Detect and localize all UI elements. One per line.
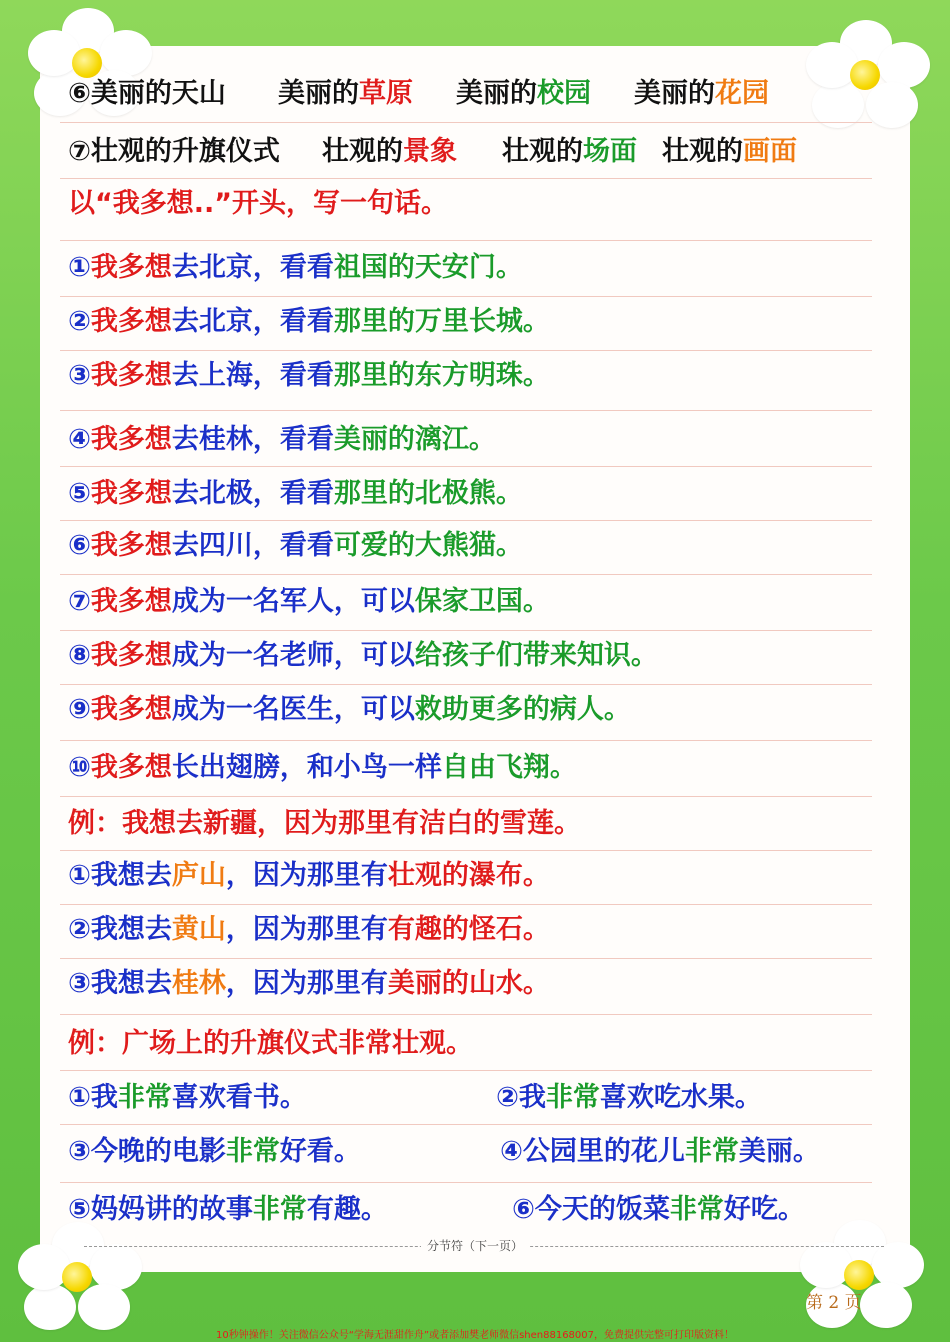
sentence-middle: 去上海，看看 [171, 360, 334, 391]
very-end: 好吃。 [723, 1194, 805, 1225]
example-heading-flag [60, 1014, 872, 1071]
item-number: ⑤ [68, 478, 91, 509]
reason-middle: ，因为那里有 [225, 968, 388, 999]
very-word: 非常 [252, 1194, 307, 1225]
section-break-text: 分节符（下一页） [421, 1239, 529, 1253]
sentence-start: 我多想 [90, 424, 172, 455]
reason-middle: ，因为那里有 [225, 914, 388, 945]
phrase-noun: 景象 [403, 136, 457, 167]
very-start: ①我 [68, 1082, 118, 1113]
phrase-spectacular-picture [662, 138, 797, 165]
sentence-end: 可爱的大熊猫。 [333, 530, 523, 561]
sentence-end: 那里的东方明珠。 [333, 360, 550, 391]
section-break-label [0, 1237, 950, 1254]
very-row-1 [60, 1070, 872, 1125]
very-start: ⑤妈妈讲的故事 [68, 1194, 253, 1225]
phrase-prefix: 美丽的 [634, 78, 715, 109]
very-start: ⑥今天的饭菜 [512, 1194, 670, 1225]
very-end: 有趣。 [306, 1194, 388, 1225]
phrase-beautiful-campus [456, 80, 591, 107]
phrase-spectacular-spectacle [502, 138, 637, 165]
sentence-start: 我多想 [90, 306, 172, 337]
sentence-row-8 [60, 630, 872, 685]
very-start: ②我 [496, 1082, 546, 1113]
sentence-end: 美丽的漓江。 [333, 424, 496, 455]
sentence-row-3 [60, 350, 872, 411]
item-number: ① [68, 252, 91, 283]
sentence-end: 那里的万里长城。 [333, 306, 550, 337]
phrase-noun: 校园 [537, 78, 591, 109]
example-heading-xinjiang [60, 796, 872, 851]
phrase-prefix: 壮观的 [322, 136, 403, 167]
sentence-middle: 去桂林，看看 [171, 424, 334, 455]
sentence-row-6 [60, 520, 872, 575]
phrase-noun: 场面 [583, 136, 637, 167]
very-word: 非常 [669, 1194, 724, 1225]
sentence-end: 自由飞翔。 [441, 752, 577, 783]
phrase-prefix: 美丽的 [278, 78, 359, 109]
reason-end: 美丽的山水。 [387, 968, 550, 999]
place-name: 黄山 [171, 914, 226, 945]
item-number: ③ [68, 360, 91, 391]
reason-start: ③我想去 [68, 968, 172, 999]
very-end: 美丽。 [738, 1136, 820, 1167]
very-word: 非常 [545, 1082, 600, 1113]
phrase-beautiful-tianshan: ⑥美丽的天山 [68, 78, 226, 109]
sentence-row-4 [60, 410, 872, 467]
reason-start: ②我想去 [68, 914, 172, 945]
promo-note: 10秒钟操作！关注微信公众号“学海无涯甜作舟”或者添加樊老师微信shen88168007，免费提供完整可打印版资料！ [215, 1330, 735, 1341]
sentence-start: 我多想 [90, 252, 172, 283]
reason-row-3 [60, 958, 872, 1015]
sentence-start: 我多想 [90, 752, 172, 783]
sentence-start: 我多想 [90, 694, 172, 725]
reason-start: ①我想去 [68, 860, 172, 891]
item-number: ⑥ [68, 530, 91, 561]
sentence-middle: 去北京，看看 [171, 252, 334, 283]
phrase-noun: 草原 [359, 78, 413, 109]
reason-row-2 [60, 904, 872, 959]
sentence-start: 我多想 [90, 530, 172, 561]
phrase-row-spectacular [60, 122, 872, 179]
sentence-middle: 成为一名军人，可以 [171, 586, 415, 617]
very-word: 非常 [117, 1082, 172, 1113]
very-end: 喜欢吃水果。 [599, 1082, 762, 1113]
very-start: ③今晚的电影 [68, 1136, 226, 1167]
sentence-start: 我多想 [90, 640, 172, 671]
phrase-noun: 画面 [743, 136, 797, 167]
very-row-3 [60, 1182, 872, 1236]
sentence-end: 救助更多的病人。 [414, 694, 631, 725]
phrase-beautiful-grassland [278, 80, 413, 107]
phrase-noun: 花园 [715, 78, 769, 109]
reason-end: 有趣的怪石。 [387, 914, 550, 945]
sentence-start: 我多想 [90, 478, 172, 509]
very-end: 喜欢看书。 [171, 1082, 307, 1113]
example-text: 例：我想去新疆，因为那里有洁白的雪莲。 [68, 808, 581, 839]
very-start: ④公园里的花儿 [500, 1136, 685, 1167]
phrase-row-beautiful [60, 62, 872, 123]
section-heading-wish [60, 178, 872, 241]
phrase-beautiful-garden [634, 80, 769, 107]
sentence-end: 给孩子们带来知识。 [414, 640, 658, 671]
item-number: ⑦ [68, 586, 91, 617]
sentence-row-5 [60, 466, 872, 521]
sentence-row-2 [60, 296, 872, 351]
place-name: 桂林 [171, 968, 226, 999]
page-number: 第 2 页 [806, 1293, 862, 1313]
sentence-end: 那里的北极熊。 [333, 478, 523, 509]
sentence-middle: 成为一名医生，可以 [171, 694, 415, 725]
sentence-middle: 长出翅膀，和小鸟一样 [171, 752, 442, 783]
sentence-row-10 [60, 740, 872, 797]
very-word: 非常 [225, 1136, 280, 1167]
sentence-start: 我多想 [90, 586, 172, 617]
reason-end: 壮观的瀑布。 [387, 860, 550, 891]
very-word: 非常 [684, 1136, 739, 1167]
section-heading-text: 以“我多想..”开头，写一句话。 [68, 188, 449, 219]
sentence-start: 我多想 [90, 360, 172, 391]
sentence-middle: 成为一名老师，可以 [171, 640, 415, 671]
place-name: 庐山 [171, 860, 226, 891]
sentence-end: 保家卫国。 [414, 586, 550, 617]
item-number: ⑩ [68, 752, 91, 783]
sentence-row-1 [60, 240, 872, 297]
phrase-prefix: 美丽的 [456, 78, 537, 109]
sentence-middle: 去四川，看看 [171, 530, 334, 561]
example-text: 例：广场上的升旗仪式非常壮观。 [68, 1028, 473, 1059]
phrase-spectacular-scene [322, 138, 457, 165]
item-number: ⑨ [68, 694, 91, 725]
reason-middle: ，因为那里有 [225, 860, 388, 891]
sentence-row-7 [60, 574, 872, 631]
very-end: 好看。 [279, 1136, 361, 1167]
phrase-prefix: 壮观的 [662, 136, 743, 167]
item-number: ④ [68, 424, 91, 455]
phrase-prefix: 壮观的 [502, 136, 583, 167]
sentence-row-9 [60, 684, 872, 741]
sentence-middle: 去北极，看看 [171, 478, 334, 509]
sentence-middle: 去北京，看看 [171, 306, 334, 337]
reason-row-1 [60, 850, 872, 905]
very-row-2 [60, 1124, 872, 1183]
sentence-end: 祖国的天安门。 [333, 252, 523, 283]
item-number: ② [68, 306, 91, 337]
item-number: ⑧ [68, 640, 91, 671]
phrase-flag-raising: ⑦壮观的升旗仪式 [68, 136, 280, 167]
